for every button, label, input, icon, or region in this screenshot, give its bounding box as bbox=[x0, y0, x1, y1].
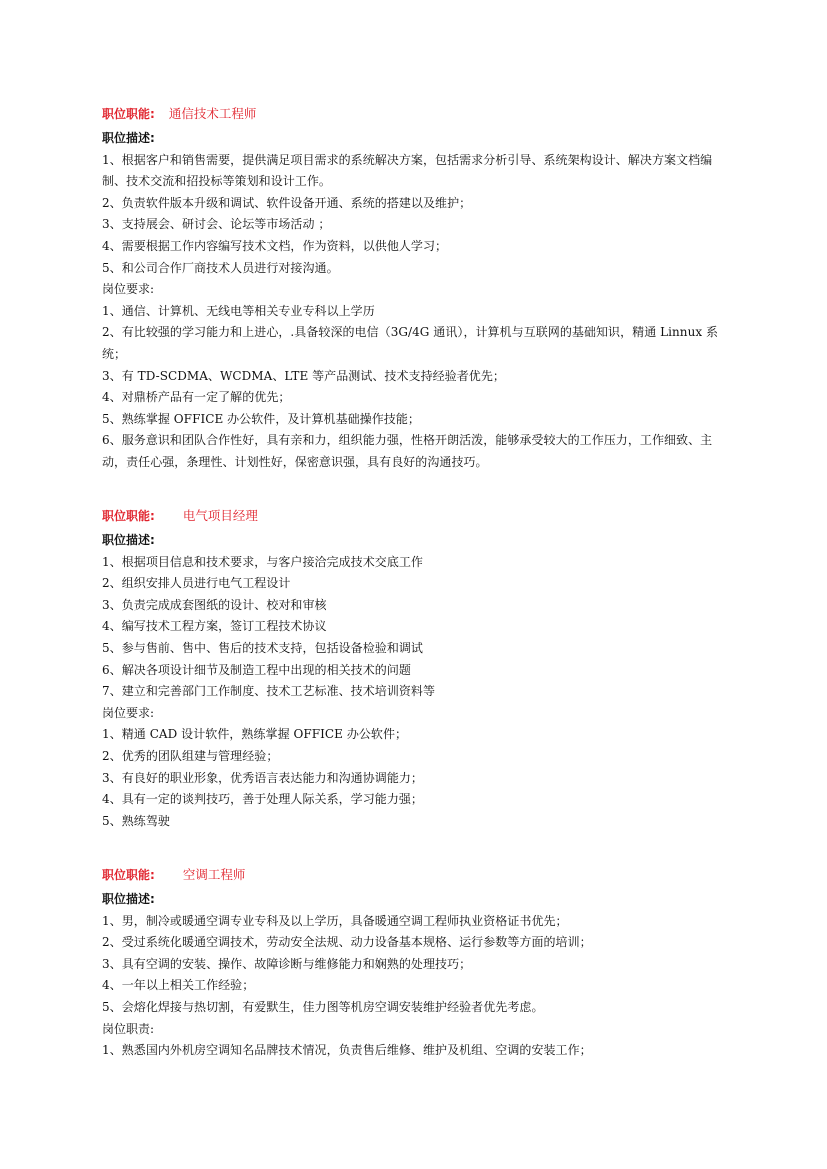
list-item: 5、熟练掌握 OFFICE 办公软件，及计算机基础操作技能； bbox=[102, 411, 420, 426]
job-requirements-heading: 岗位要求: bbox=[102, 282, 155, 297]
list-item: 3、有良好的职业形象，优秀语言表达能力和沟通协调能力； bbox=[102, 770, 423, 785]
list-item: 1、熟悉国内外机房空调知名品牌技术情况，负责售后维修、维护及机组、空调的安装工作； bbox=[102, 1043, 592, 1058]
job-title: 电气项目经理 bbox=[182, 508, 258, 523]
list-item: 5、会熔化焊接与热切割，有爱默生，佳力图等机房空调安装维护经验者优先考虑。 bbox=[102, 999, 544, 1014]
job-description-heading: 职位描述: bbox=[102, 131, 155, 145]
list-item: 2、优秀的团队组建与管理经验； bbox=[102, 748, 279, 763]
list-item: 1、根据项目信息和技术要求，与客户接洽完成技术交底工作 bbox=[102, 554, 423, 569]
list-item: 7、建立和完善部门工作制度、技术工艺标准、技术培训资料等 bbox=[102, 684, 436, 699]
list-item: 3、有 TD-SCDMA、WCDMA、LTE 等产品测试、技术支持经验者优先； bbox=[102, 368, 505, 383]
list-item: 5、参与售前、售中、售后的技术支持，包括设备检验和调试 bbox=[102, 640, 423, 655]
list-item: 4、编写技术工程方案，签订工程技术协议 bbox=[102, 619, 327, 634]
list-item: 4、需要根据工作内容编写技术文档，作为资料，以供他人学习； bbox=[102, 238, 448, 253]
job-section-electrical-pm bbox=[102, 505, 727, 832]
list-item: 1、根据客户和销售需要，提供满足项目需求的系统解决方案，包括需求分析引导、系统架构设计、解决方案文档编制、技术交流和招投标等策划和设计工作。 bbox=[102, 152, 713, 189]
job-section-telecom-engineer bbox=[102, 103, 727, 474]
job-description-heading: 职位描述: bbox=[102, 892, 155, 906]
list-item: 3、具有空调的安装、操作、故障诊断与维修能力和娴熟的处理技巧； bbox=[102, 956, 472, 971]
job-description-heading: 职位描述: bbox=[102, 533, 155, 547]
job-function-line bbox=[102, 103, 727, 125]
list-item: 5、熟练驾驶 bbox=[102, 813, 170, 828]
list-item: 4、具有一定的谈判技巧，善于处理人际关系，学习能力强； bbox=[102, 792, 423, 807]
list-item: 3、负责完成成套图纸的设计、校对和审核 bbox=[102, 597, 327, 612]
job-requirements-heading: 岗位要求: bbox=[102, 705, 155, 720]
list-item: 4、一年以上相关工作经验； bbox=[102, 978, 255, 993]
job-title: 空调工程师 bbox=[182, 867, 246, 882]
job-title: 通信技术工程师 bbox=[168, 106, 257, 121]
job-function-line bbox=[102, 864, 727, 886]
job-section-hvac-engineer bbox=[102, 864, 727, 1062]
list-item: 6、解决各项设计细节及制造工程中出现的相关技术的问题 bbox=[102, 662, 411, 677]
job-function-label: 职位职能: bbox=[102, 509, 155, 523]
job-function-label: 职位职能: bbox=[102, 868, 155, 882]
list-item: 1、男，制冷或暖通空调专业专科及以上学历，具备暖通空调工程师执业资格证书优先； bbox=[102, 913, 568, 928]
job-function-line bbox=[102, 505, 727, 527]
list-item: 1、通信、计算机、无线电等相关专业专科以上学历 bbox=[102, 303, 375, 318]
list-item: 3、支持展会、研讨会、论坛等市场活动 ； bbox=[102, 217, 331, 232]
list-item: 2、组织安排人员进行电气工程设计 bbox=[102, 576, 291, 591]
list-item: 1、精通 CAD 设计软件，熟练掌握 OFFICE 办公软件； bbox=[102, 727, 408, 742]
list-item: 6、服务意识和团队合作性好，具有亲和力，组织能力强，性格开朗活泼，能够承受较大的工作压力，工作细致、主动，责任心强，条理性、计划性好，保密意识强，具有良好的沟通技巧。 bbox=[102, 433, 713, 469]
job-function-label: 职位职能: bbox=[102, 107, 155, 121]
list-item: 2、受过系统化暖通空调技术，劳动安全法规、动力设备基本规格、运行参数等方面的培训； bbox=[102, 935, 592, 950]
list-item: 2、有比较强的学习能力和上进心，.具备较深的电信（3G/4G 通讯），计算机与互联网的基础知识，精通 Linnux 系统； bbox=[102, 325, 719, 361]
list-item: 2、负责软件版本升级和调试、软件设备开通、系统的搭建以及维护； bbox=[102, 195, 472, 210]
job-duties-heading: 岗位职责: bbox=[102, 1021, 155, 1036]
list-item: 4、对鼎桥产品有一定了解的优先； bbox=[102, 390, 291, 405]
list-item: 5、和公司合作厂商技术人员进行对接沟通。 bbox=[102, 260, 339, 275]
